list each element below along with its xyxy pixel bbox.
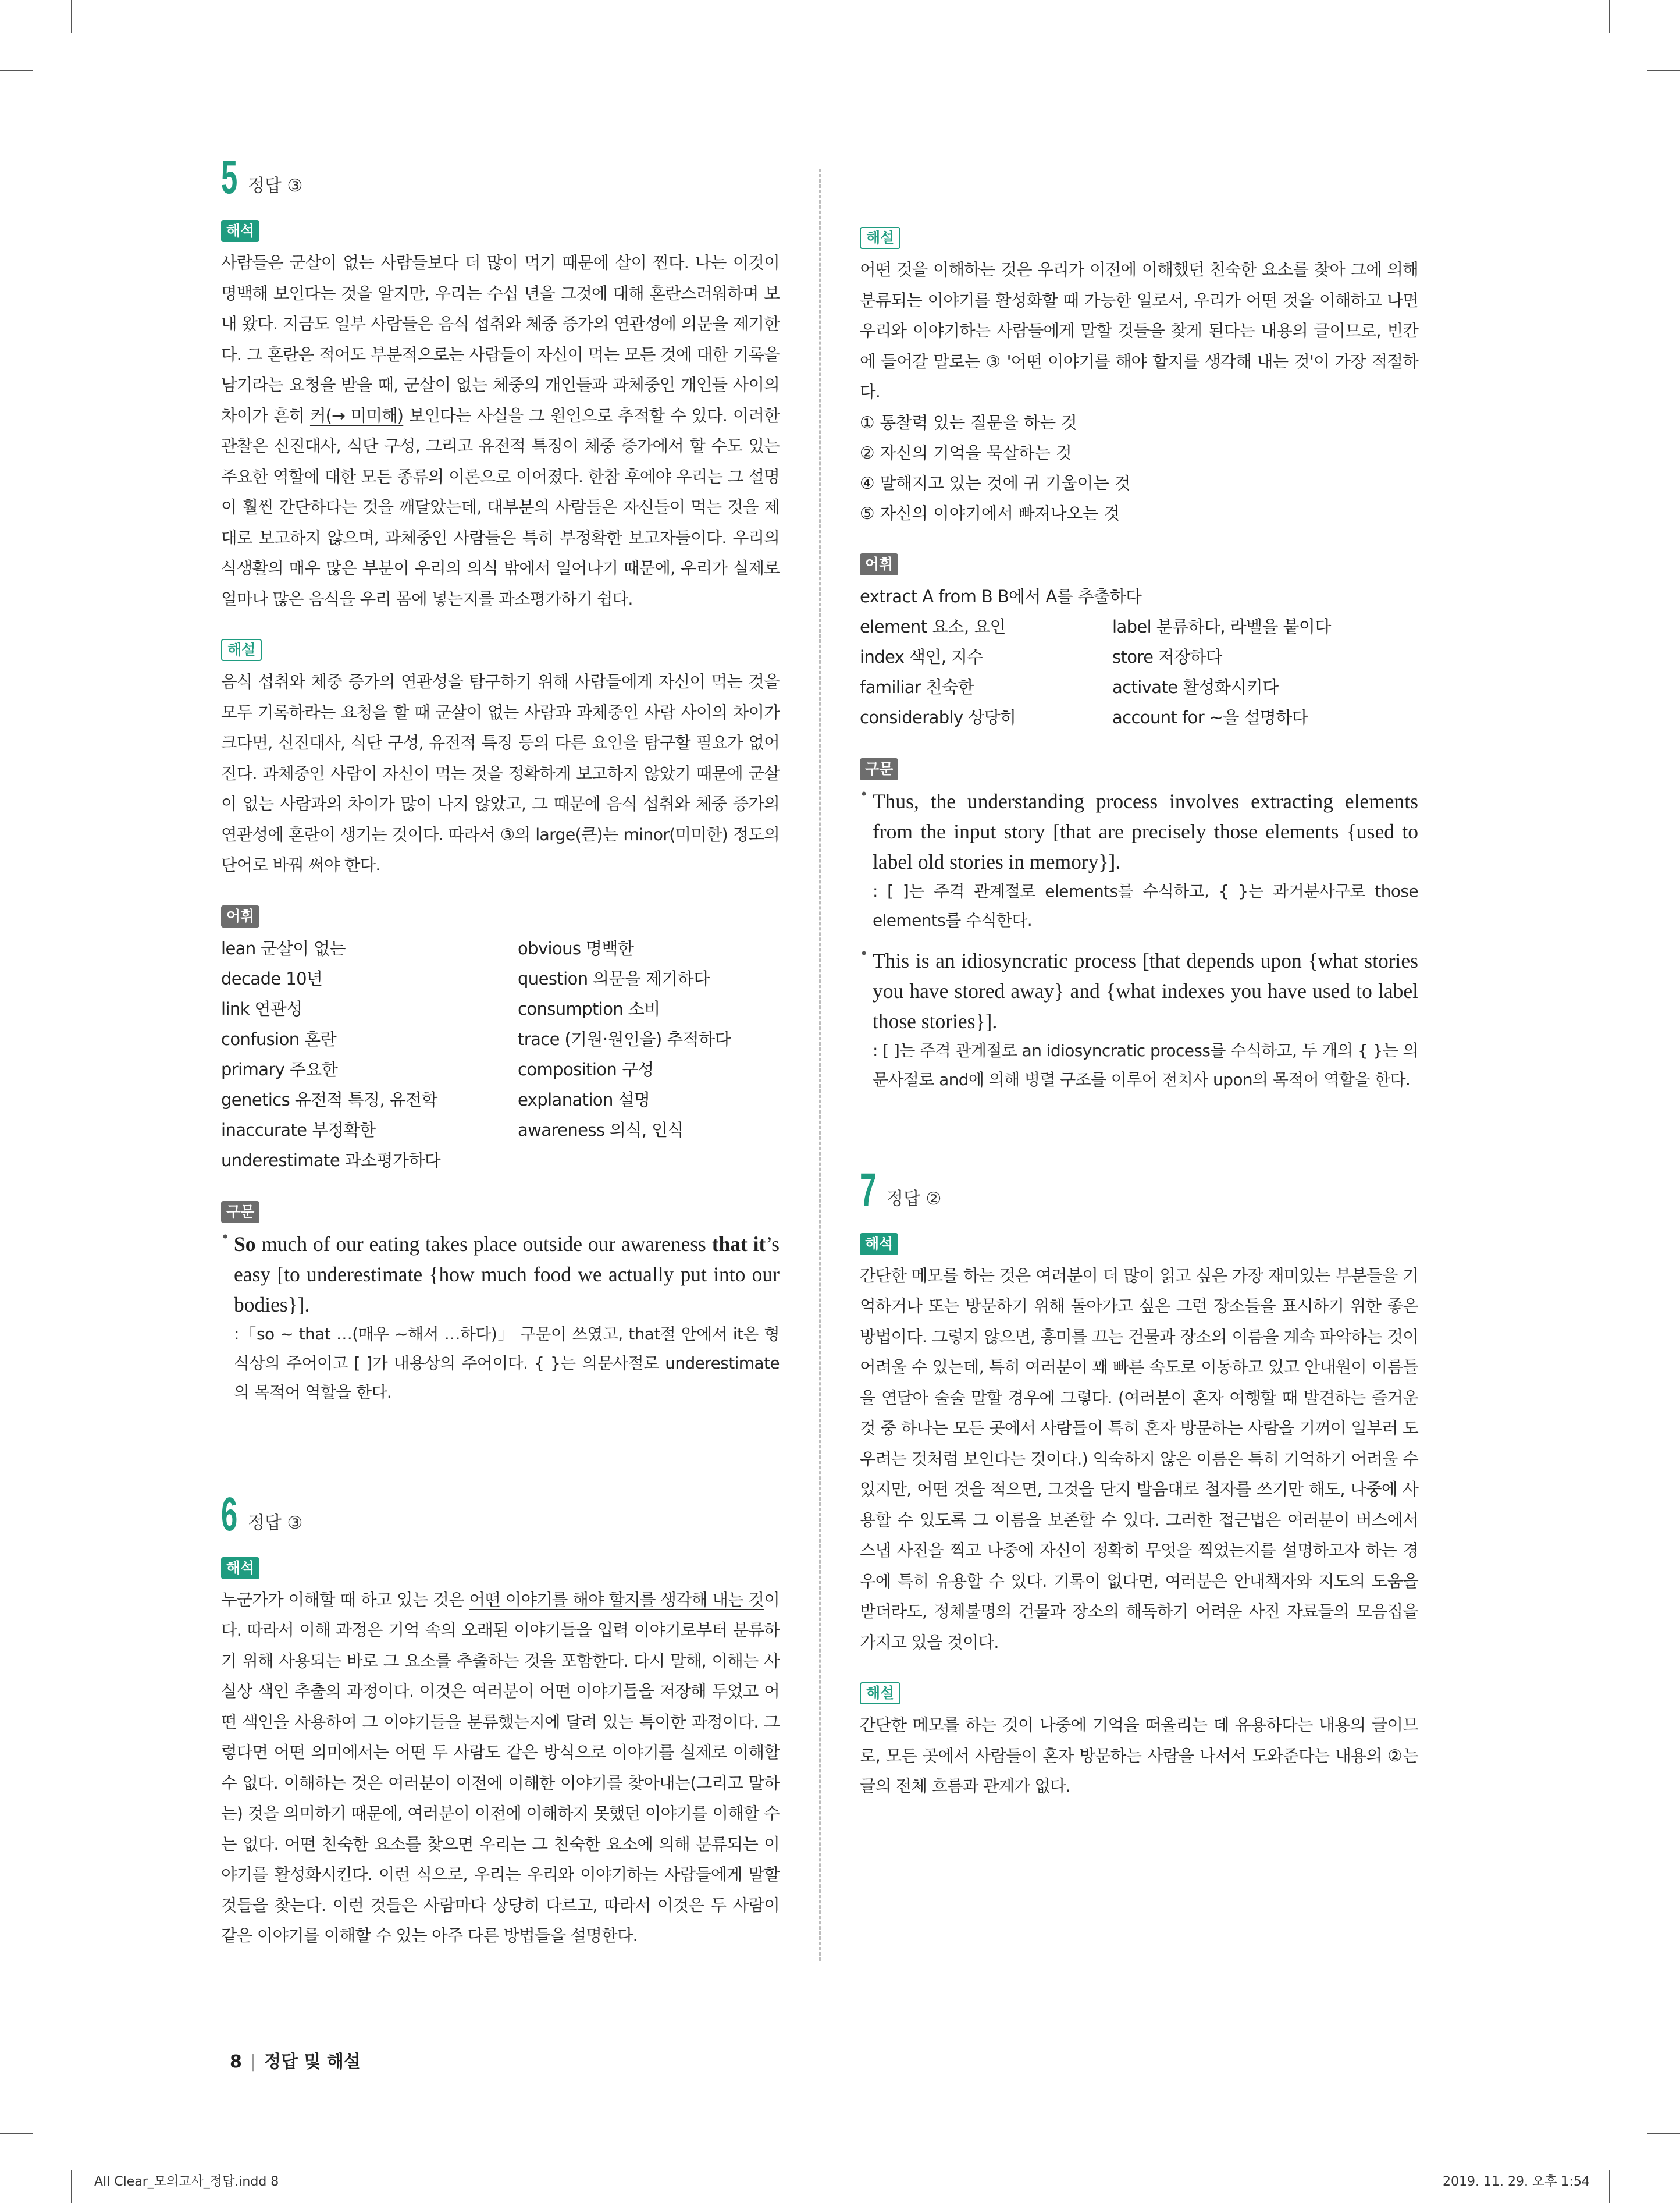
vocab-item: explanation 설명 (518, 1089, 650, 1110)
question-number: 6 (221, 1487, 238, 1541)
vocab-list (860, 581, 1418, 733)
syntax-tag: 구문 (221, 1201, 259, 1223)
question-number: 5 (221, 151, 238, 204)
vocab-item: question 의문을 제기하다 (518, 968, 710, 989)
vocab-item: extract A from B B에서 A를 추출하다 (860, 586, 1142, 606)
vocab-item: store 저장하다 (1112, 646, 1222, 667)
crop-mark (1609, 2170, 1610, 2203)
translation-text: 사람들은 군살이 없는 사람들보다 더 많이 먹기 때문에 살이 찐다. 나는 이것이 명백해 보인다는 것을 알지만, 우리는 수십 년을 그것에 대해 혼란스러워하며 보내 왔다. 지금도 일부 사람들은 음식 섭취와 체중 증가의 연관성에 의문을 제기한다. 그 혼란은 적어도 부분적으로는 사람들이 자신이 먹는 모든 것에 대한 기록을 남기라는 요청을 받을 때, 군살이 없는 체중의 개인들과 과체중인 개인들 사이의 차이가 흔히 커(→ 미미해) 보인다는 사실을 그 원인으로 추적할 수 있다. 이러한 관찰은 신진대사, 식단 구성, 그리고 유전적 특징이 체중 증가에서 할 수도 있는 주요한 역할에 대한 모든 종류의 이론으로 이어졌다. 한참 후에야 우리는 그 설명이 훨씬 간단하다는 것을 깨달았는데, 대부분의 사람들은 자신들이 먹는 것을 제대로 보고하지 않으며, 과체중인 사람들은 특히 부정확한 보고자들이다. 우리의 식생활의 매우 많은 부분이 우리의 의식 밖에서 일어나기 때문에, 우리가 실제로 얼마나 많은 음식을 우리 몸에 넣는지를 과소평가하기 쉽다. (221, 253, 780, 609)
vocab-item: inaccurate 부정확한 (221, 1120, 376, 1140)
vocab-item: primary 주요한 (221, 1059, 338, 1079)
translation-text: 간단한 메모를 하는 것은 여러분이 더 많이 읽고 싶은 가장 재미있는 부분들을 기억하거나 또는 방문하기 위해 돌아가고 싶은 그런 장소들을 표시하기 위한 좋은 방법이다. 그렇지 않으면, 흥미를 끄는 건물과 장소의 이름을 계속 파악하는 것이 어려울 수 있는데, 특히 여러분이 꽤 빠른 속도로 이동하고 있고 안내원이 이름들을 연달아 술술 말할 경우에 그렇다. (여러분이 혼자 여행할 때 발견하는 즐거운 것 중 하나는 모든 곳에서 사람들이 특히 혼자 방문하는 사람을 기꺼이 일부러 도우려는 것처럼 보인다는 것이다.) 익숙하지 않은 이름은 특히 기억하기 어려울 수 있지만, 어떤 것을 적으면, 그것을 단지 발음대로 철자를 쓰기만 해도, 나중에 사용할 수 있도록 그 이름을 보존할 수 있다. 그러한 접근법은 여러분이 버스에서 스냅 사진을 찍고 나중에 자신이 정확히 무엇을 찍었는지를 설명하고자 하는 경우에 특히 유용할 수 있다. 기록이 없다면, 여러분은 안내책자와 지도의 도움을 받더라도, 정체불명의 건물과 장소의 해독하기 어려운 사진 자료들의 모음집을 가지고 있을 것이다. (860, 1266, 1418, 1652)
underlined-phrase: 커(→ 미미해) (309, 406, 404, 425)
syntax-english: • This is an idiosyncratic process [that depends upon {what stories you have stored away} and {what indexes you have used to label those stories}]. (873, 948, 1418, 1033)
translation-text: 누군가가 이해할 때 하고 있는 것은 어떤 이야기를 해야 할지를 생각해 내는 것이다. 따라서 이해 과정은 기억 속의 오래된 이야기들을 입력 이야기로부터 분류하기 위해 사용되는 바로 그 요소를 추출하는 것을 포함한다. 다시 말해, 이해는 사실상 색인 추출의 과정이다. 이것은 여러분이 어떤 이야기들을 저장해 두었고 어떤 색인을 사용하여 그 이야기들을 분류했는지에 달려 있는 특이한 과정이다. 그렇다면 어떤 의미에서는 어떤 두 사람도 같은 방식으로 이야기를 실제로 이해할 수 없다. 이해하는 것은 여러분이 이전에 이해한 이야기를 찾아내는(그리고 말하는) 것을 의미하기 때문에, 여러분이 이전에 이해하지 못했던 이야기를 이해할 수는 없다. 어떤 친숙한 요소를 찾으면 우리는 그 친숙한 요소에 의해 분류되는 이야기를 활성화시킨다. 이런 식으로, 우리는 우리와 이야기하는 사람들에게 말할 것들을 찾는다. 이런 것들은 사람마다 상당히 다르고, 따라서 이것은 두 사람이 같은 이야기를 이해할 수 있는 아주 다른 방법들을 설명한다. (221, 1590, 780, 1945)
options-list (860, 408, 1418, 529)
vocab-item: link 연관성 (221, 999, 302, 1019)
vocab-item: decade 10년 (221, 968, 323, 989)
syntax-sentence (221, 1229, 780, 1407)
vocab-item: consumption 소비 (518, 999, 660, 1019)
vocab-item: confusion 혼란 (221, 1029, 336, 1049)
translation-tag: 해석 (221, 220, 259, 242)
explanation-tag: 해설 (860, 1682, 900, 1704)
underlined-phrase: 어떤 이야기를 해야 할지를 생각해 내는 것 (469, 1590, 764, 1609)
vocab-item: trace (기원·원인을) 추적하다 (518, 1029, 731, 1049)
syntax-english: • Thus, the understanding process involves extracting elements from the input story [that are precisely those elements {used to label old stories in memory}]. (873, 789, 1418, 873)
option-item: ⑤ 자신의 이야기에서 빠져나오는 것 (860, 503, 1120, 523)
syntax-note: : [ ]는 주격 관계절로 an idiosyncratic process를 수식하고, 두 개의 { }는 의문사절로 and에 의해 병렬 구조를 이루어 전치사 upon의 목적어 역할을 한다. (873, 1040, 1418, 1089)
question-5 (221, 151, 780, 1407)
footer-separator: | (250, 2052, 256, 2072)
option-item: ② 자신의 기억을 묵살하는 것 (860, 443, 1072, 463)
vocab-item: lean 군살이 없는 (221, 938, 346, 958)
crop-mark (1609, 0, 1610, 33)
syntax-tag: 구문 (860, 758, 898, 780)
question-number: 7 (860, 1163, 877, 1217)
translation-tag: 해석 (860, 1233, 898, 1255)
syntax-note: : [ ]는 주격 관계절로 elements를 수식하고, { }는 과거분사구로 those elements를 수식한다. (873, 881, 1418, 930)
crop-mark (71, 2170, 72, 2203)
crop-mark (0, 2133, 33, 2134)
question-6 (221, 1487, 780, 1952)
vocab-item: composition 구성 (518, 1059, 654, 1079)
vocab-tag: 어휘 (860, 553, 898, 575)
vocab-item: label 분류하다, 라벨을 붙이다 (1112, 616, 1331, 637)
vocab-tag: 어휘 (221, 905, 259, 928)
vocab-item: awareness 의식, 인식 (518, 1120, 684, 1140)
crop-mark (0, 70, 33, 71)
vocab-item: considerably 상당히 (860, 707, 1016, 727)
footer-title: 정답 및 해설 (264, 2052, 361, 2072)
answer-label: 정답 ③ (248, 1512, 303, 1533)
slug-date: 2019. 11. 29. 오후 1:54 (1443, 2174, 1590, 2189)
vocab-item: obvious 명백한 (518, 938, 634, 958)
crop-mark (1647, 2133, 1680, 2134)
option-item: ① 통찰력 있는 질문을 하는 것 (860, 413, 1077, 432)
option-item: ④ 말해지고 있는 것에 귀 기울이는 것 (860, 473, 1131, 493)
syntax-sentence (860, 786, 1418, 935)
crop-mark (71, 0, 72, 33)
question-6-continued (860, 157, 1418, 227)
answer-label: 정답 ② (887, 1188, 942, 1209)
explanation-tag: 해설 (221, 639, 262, 661)
vocab-list (221, 933, 780, 1175)
explanation-text: 간단한 메모를 하는 것이 나중에 기억을 떠올리는 데 유용하다는 내용의 글이므로, 모든 곳에서 사람들이 혼자 방문하는 사람을 나서서 도와준다는 내용의 ②는 글의 전체 흐름과 관계가 없다. (860, 1715, 1418, 1796)
answer-label: 정답 ③ (248, 176, 303, 196)
slug-file-name: All Clear_모의고사_정답.indd 8 (94, 2174, 279, 2189)
vocab-item: index 색인, 지수 (860, 646, 983, 667)
vocab-item: activate 활성화시키다 (1112, 677, 1279, 697)
vocab-item: familiar 친숙한 (860, 677, 974, 697)
vocab-item: account for ~을 설명하다 (1112, 707, 1308, 727)
vocab-item: element 요소, 요인 (860, 616, 1006, 637)
explanation-tag: 해설 (860, 227, 900, 249)
question-7-header (860, 1163, 1418, 1217)
vocab-item: underestimate 과소평가하다 (221, 1150, 441, 1170)
page-footer (230, 2047, 361, 2073)
crop-mark (1647, 70, 1680, 71)
translation-tag: 해석 (221, 1557, 259, 1579)
left-column (221, 151, 780, 1952)
vocab-item (518, 1145, 780, 1175)
right-column (860, 157, 1418, 1827)
question-5-header (221, 151, 780, 204)
vocab-item: genetics 유전적 특징, 유전학 (221, 1089, 437, 1110)
column-divider (819, 169, 821, 1961)
explanation-text: 어떤 것을 이해하는 것은 우리가 이전에 이해했던 친숙한 요소를 찾아 그에 의해 분류되는 이야기를 활성화할 때 가능한 일로서, 우리가 어떤 것을 이해하고 나면 우리와 이야기하는 사람들에게 말할 것들을 찾게 된다는 내용의 글이므로, 빈칸에 들어갈 말로는 ③ '어떤 이야기를 해야 할지를 생각해 내는 것'이 가장 적절하다. (860, 260, 1418, 401)
question-6-header (221, 1487, 780, 1541)
syntax-english: • So much of our eating takes place outside our awareness that it’s easy [to underestimate {how much food we actually put into our bodies}]. (234, 1232, 780, 1316)
question-7 (860, 1163, 1418, 1802)
syntax-note: :「so ~ that …(매우 ~해서 …하다)」 구문이 쓰였고, that절 안에서 it은 형식상의 주어이고 [ ]가 내용상의 주어이다. { }는 의문사절로 underestimate의 목적어 역할을 한다. (234, 1324, 780, 1402)
explanation-text: 음식 섭취와 체중 증가의 연관성을 탐구하기 위해 사람들에게 자신이 먹는 것을 모두 기록하라는 요청을 할 때 군살이 없는 사람과 과체중인 사람 사이의 차이가 크다면, 신진대사, 식단 구성, 유전적 특징 등의 다른 요인을 탐구할 필요가 없어진다. 과체중인 사람이 자신이 먹는 것을 정확하게 보고하지 않았기 때문에 군살이 없는 사람과의 차이가 많이 나지 않았고, 그 때문에 음식 섭취와 체중 증가의 연관성에 혼란이 생기는 것이다. 따라서 ③의 large(큰)는 minor(미미한) 정도의 단어로 바꿔 써야 한다. (221, 672, 780, 875)
syntax-sentence (860, 946, 1418, 1095)
page-number: 8 (230, 2052, 242, 2072)
